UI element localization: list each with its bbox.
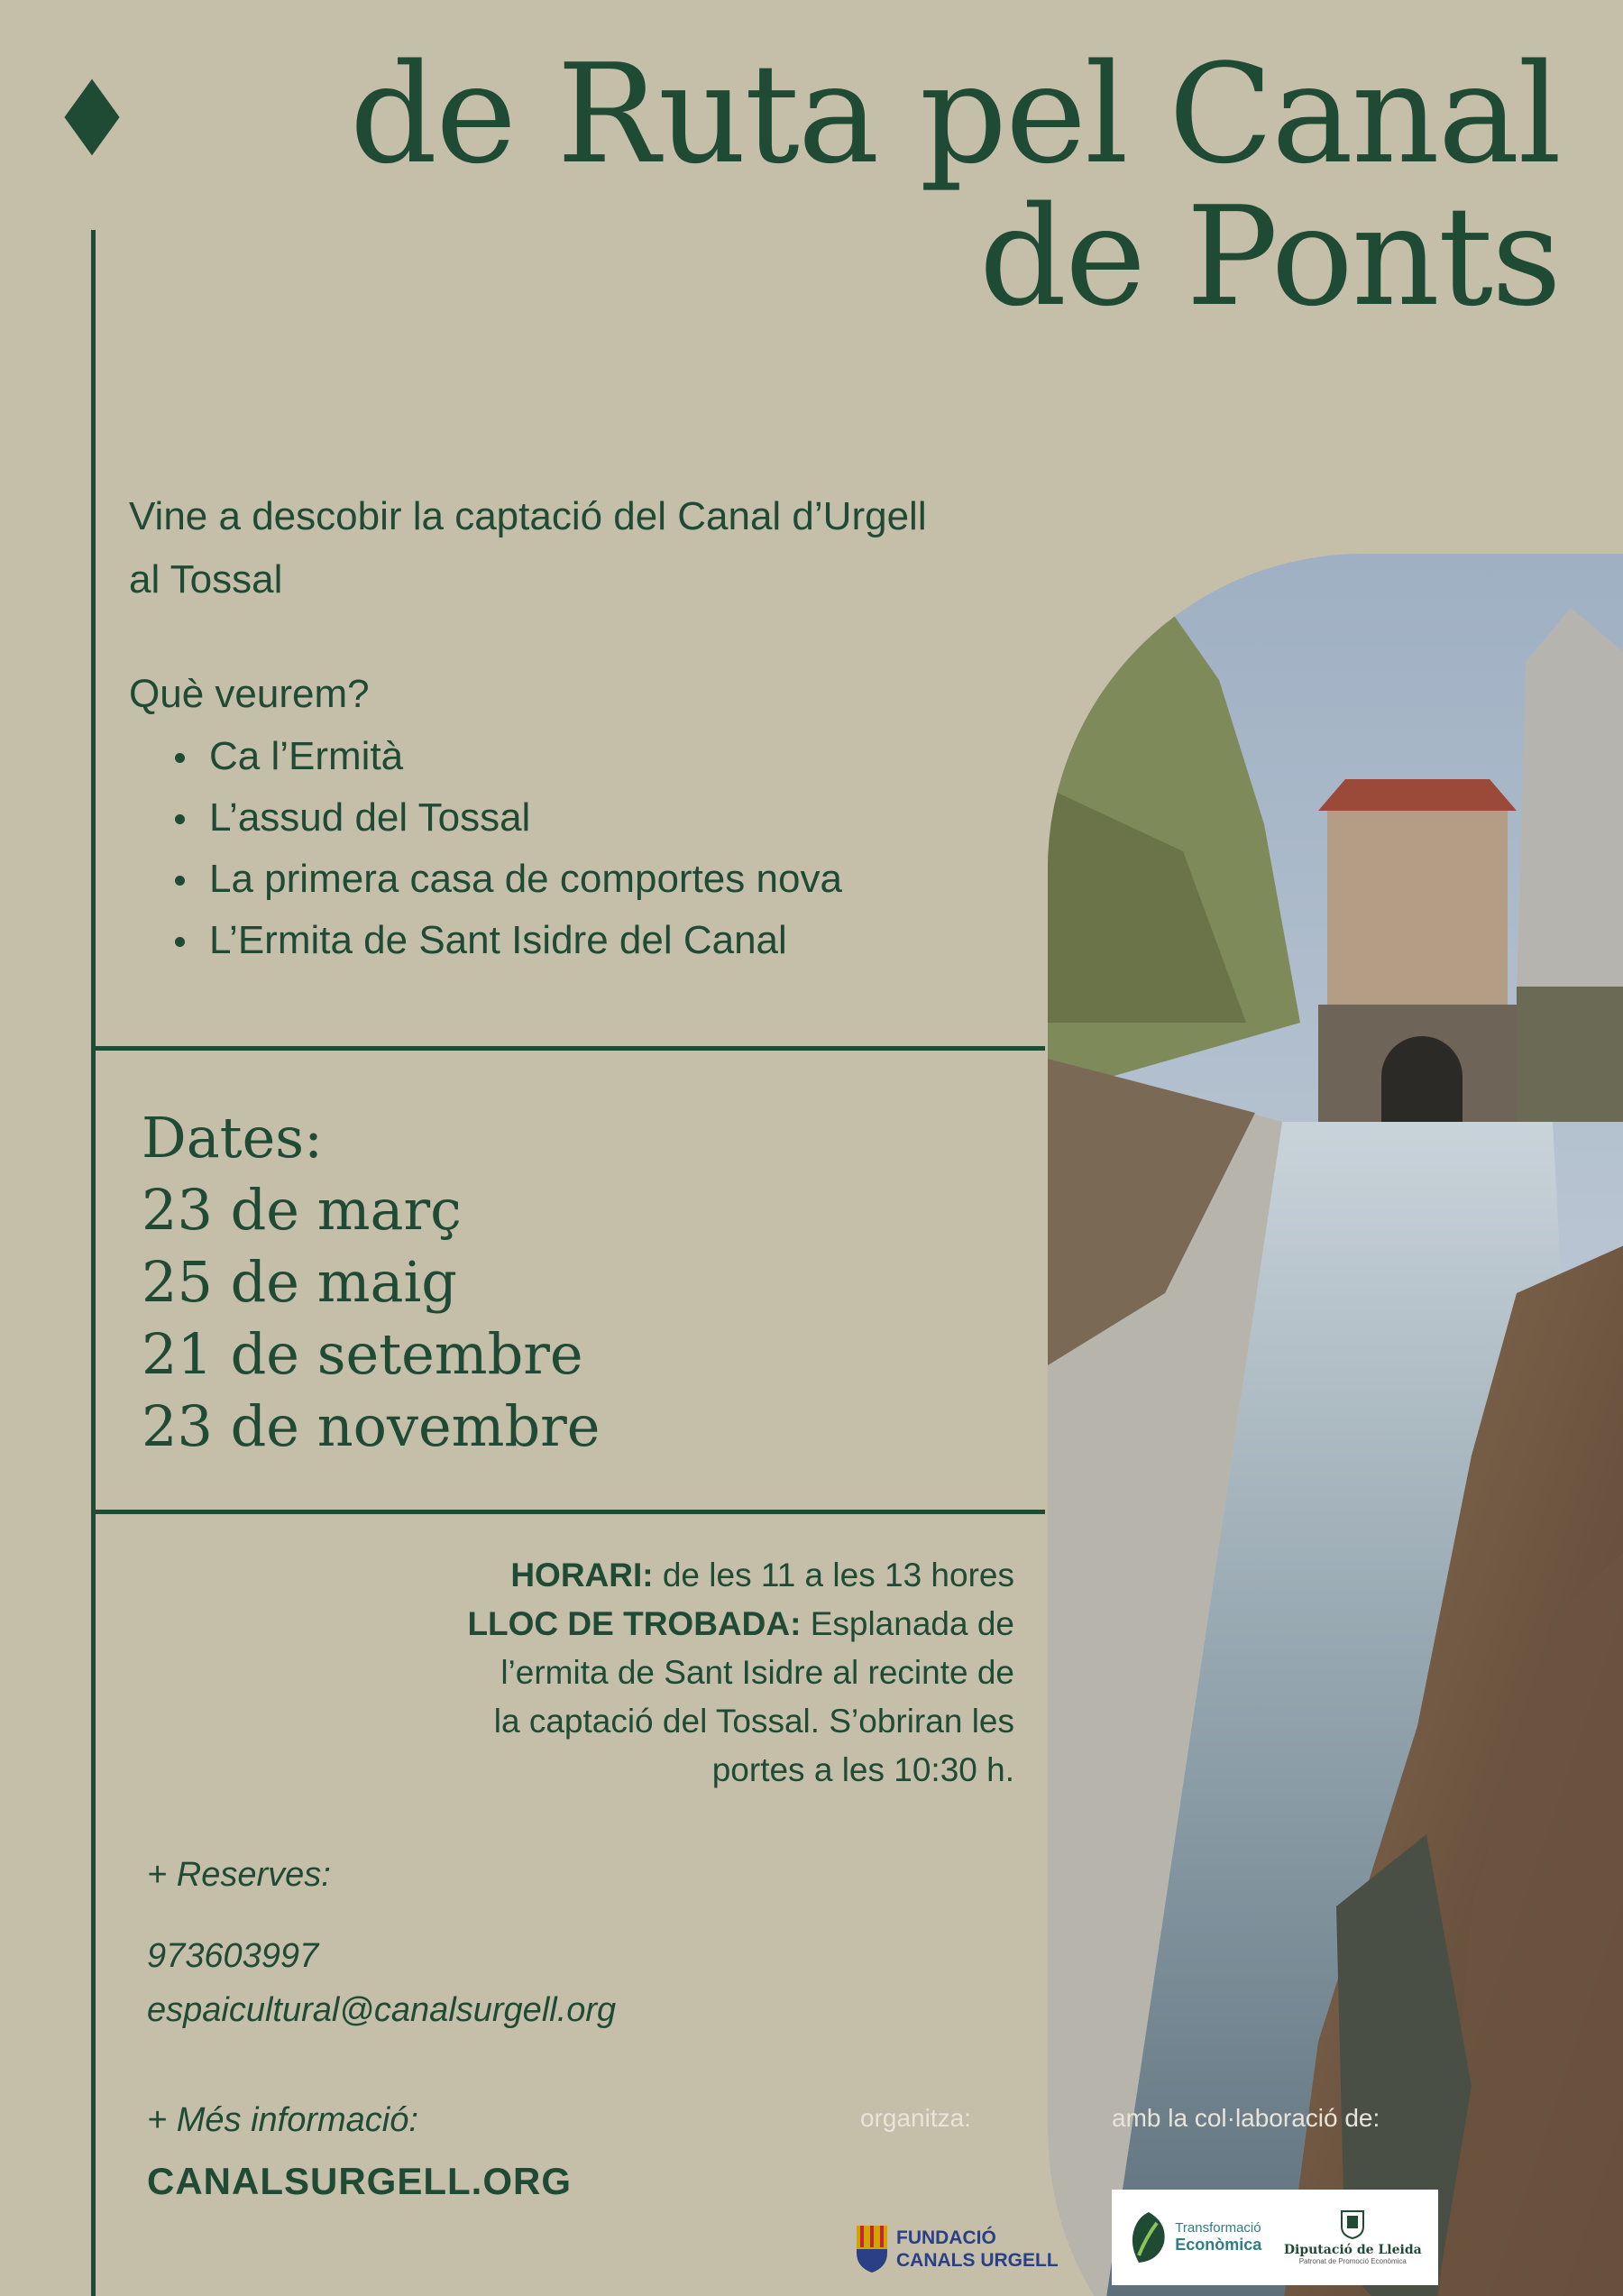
date-item: 23 de novembre <box>142 1393 601 1459</box>
lloc-value-3: la captació del Tossal. S’obriran les <box>493 1703 1014 1740</box>
lloc-value-1: Esplanada de <box>810 1605 1014 1642</box>
collab-label: amb la col·laboració de: <box>1112 2104 1380 2132</box>
canal-photo-illustration <box>1048 554 1623 2296</box>
diamond-icon <box>64 79 119 156</box>
horari-label: HORARI: <box>510 1557 654 1593</box>
divider-bottom <box>91 1510 1045 1514</box>
lloc-label: LLOC DE TROBADA: <box>467 1605 802 1642</box>
phone-number[interactable]: 973603997 <box>147 1937 319 1975</box>
stops-list <box>171 726 842 971</box>
organitza-label: organitza: <box>860 2104 971 2132</box>
dates-label: Dates: <box>142 1105 323 1171</box>
list-item: Ca l’Ermità <box>171 726 842 787</box>
leaf-icon <box>1128 2210 1169 2264</box>
title-line-2: de Ponts <box>978 177 1560 336</box>
lloc-value-4: portes a les 10:30 h. <box>711 1751 1014 1788</box>
crest-icon <box>1341 2210 1364 2239</box>
partner2-line-2: Patronat de Promoció Econòmica <box>1298 2256 1407 2265</box>
partner1-line-2: Econòmica <box>1175 2236 1262 2254</box>
intro-line-2: al Tossal <box>129 557 283 602</box>
divider-top <box>91 1046 1045 1051</box>
partner2-line-1: Diputació de Lleida <box>1283 2242 1422 2257</box>
date-item: 21 de setembre <box>142 1321 583 1387</box>
lloc-line <box>370 1600 1014 1649</box>
title-line-1: de Ruta pel Canal <box>349 34 1560 194</box>
transformacio-economica-logo <box>1128 2210 1261 2264</box>
date-item: 25 de maig <box>142 1249 457 1315</box>
horari-value: de les 11 a les 13 hores <box>662 1557 1014 1593</box>
canal-photo <box>1048 554 1623 2296</box>
fundacio-canals-urgell-logo <box>857 2226 1059 2273</box>
more-info-label: + Més informació: <box>147 2101 418 2139</box>
vertical-rule <box>91 230 96 2296</box>
lloc-value-2: l’ermita de Sant Isidre al recinte de <box>500 1654 1014 1691</box>
horari-line <box>370 1551 1014 1600</box>
schedule-block <box>370 1551 1014 1795</box>
section-question: Què veurem? <box>129 672 370 716</box>
reserves-label: + Reserves: <box>147 1856 331 1894</box>
website-link[interactable]: CANALSURGELL.ORG <box>147 2160 572 2202</box>
shield-icon <box>857 2226 887 2273</box>
email-address[interactable]: espaicultural@canalsurgell.org <box>147 1991 617 2029</box>
list-item: L’assud del Tossal <box>171 787 842 849</box>
list-item: L’Ermita de Sant Isidre del Canal <box>171 910 842 971</box>
org-logo-line-2: CANALS URGELL <box>896 2250 1059 2271</box>
diputacio-lleida-logo <box>1284 2210 1422 2265</box>
org-logo-line-1: FUNDACIÓ <box>896 2227 996 2248</box>
intro-text <box>129 485 1211 611</box>
date-item: 23 de març <box>142 1177 462 1243</box>
dates-block <box>142 1102 600 1463</box>
intro-line-1: Vine a descobir la captació del Canal d’Urgell <box>129 494 927 538</box>
partner1-line-1: Transformació <box>1175 2220 1261 2236</box>
page-title <box>349 34 1560 336</box>
partner-logos <box>1112 2190 1438 2285</box>
list-item: La primera casa de comportes nova <box>171 849 842 910</box>
